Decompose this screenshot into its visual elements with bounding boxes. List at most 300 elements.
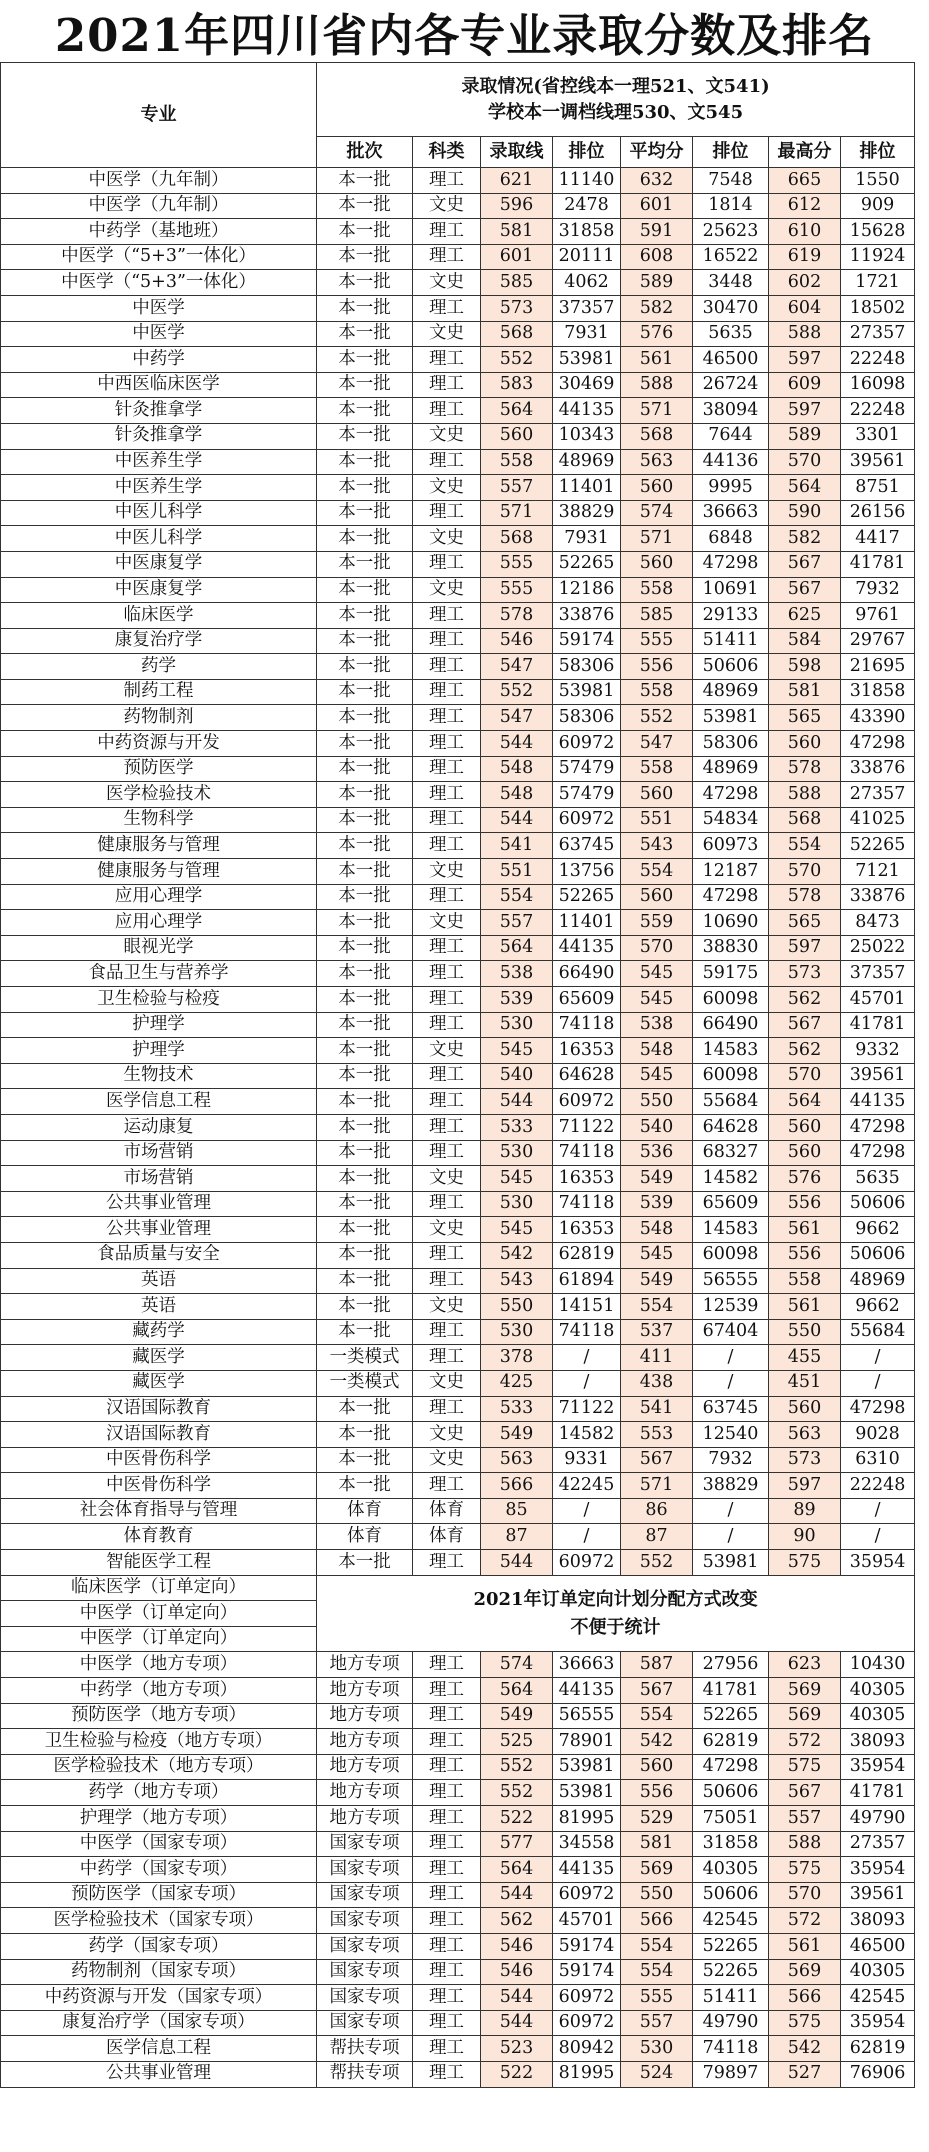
table-row — [1, 807, 915, 833]
table-cell: 帮扶专项 — [317, 2061, 413, 2087]
table-cell: 理工 — [413, 1652, 481, 1678]
table-cell: 533 — [481, 1396, 553, 1422]
table-cell: 理工 — [413, 1754, 481, 1780]
table-cell: 533 — [481, 1114, 553, 1140]
page-title: 2021年四川省内各专业录取分数及排名 — [54, 8, 875, 62]
table-cell: 577 — [481, 1831, 553, 1857]
table-cell: 909 — [841, 193, 915, 219]
table-cell: 文史 — [413, 1370, 481, 1396]
table-cell: 本一批 — [317, 1038, 413, 1064]
table-cell: 21695 — [841, 654, 915, 680]
table-row — [1, 935, 915, 961]
major-name: 医学检验技术 — [1, 782, 317, 808]
major-name: 公共事业管理 — [1, 2061, 317, 2087]
table-cell: 560 — [769, 731, 841, 757]
table-row — [1, 884, 915, 910]
table-cell: 5635 — [693, 321, 769, 347]
table-row — [1, 475, 915, 501]
major-name: 中医儿科学 — [1, 526, 317, 552]
table-cell: 14583 — [693, 1217, 769, 1243]
table-cell: 665 — [769, 168, 841, 194]
table-cell: 549 — [481, 1703, 553, 1729]
column-header: 排位 — [841, 137, 915, 168]
table-cell: 564 — [481, 1678, 553, 1704]
table-cell: 596 — [481, 193, 553, 219]
table-cell: 27357 — [841, 321, 915, 347]
table-cell: 39561 — [841, 1063, 915, 1089]
table-cell: 27357 — [841, 782, 915, 808]
major-name: 中医学（“5+3”一体化） — [1, 244, 317, 270]
table-cell: 地方专项 — [317, 1703, 413, 1729]
table-cell: 1550 — [841, 168, 915, 194]
table-cell: 74118 — [693, 2036, 769, 2062]
table-cell: 本一批 — [317, 884, 413, 910]
table-cell: 理工 — [413, 1678, 481, 1704]
table-cell: 10430 — [841, 1652, 915, 1678]
major-name: 中医学（九年制） — [1, 193, 317, 219]
table-cell: 理工 — [413, 833, 481, 859]
table-cell: 本一批 — [317, 500, 413, 526]
table-cell: 547 — [621, 731, 693, 757]
table-cell: 42545 — [841, 1985, 915, 2011]
major-name: 智能医学工程 — [1, 1550, 317, 1576]
table-cell: 59174 — [553, 1959, 621, 1985]
table-cell: 425 — [481, 1370, 553, 1396]
table-cell: 30469 — [553, 372, 621, 398]
table-cell: 597 — [769, 935, 841, 961]
table-cell: 588 — [621, 372, 693, 398]
table-cell: 9331 — [553, 1447, 621, 1473]
table-cell: 理工 — [413, 244, 481, 270]
table-cell: 591 — [621, 219, 693, 245]
table-cell: 544 — [481, 807, 553, 833]
table-cell: 58306 — [553, 654, 621, 680]
table-cell: 理工 — [413, 1831, 481, 1857]
table-cell: 本一批 — [317, 935, 413, 961]
table-cell: 8473 — [841, 910, 915, 936]
table-cell: 10691 — [693, 577, 769, 603]
table-row — [1, 1114, 915, 1140]
table-cell: 608 — [621, 244, 693, 270]
order-note — [317, 1575, 915, 1652]
table-cell: 理工 — [413, 807, 481, 833]
table-row — [1, 500, 915, 526]
table-cell: 569 — [621, 1857, 693, 1883]
table-cell: 567 — [769, 577, 841, 603]
admission-note — [317, 63, 915, 137]
table-cell: 9662 — [841, 1217, 915, 1243]
table-cell: 理工 — [413, 705, 481, 731]
major-name: 护理学 — [1, 1038, 317, 1064]
table-row — [1, 1780, 915, 1806]
table-cell: 本一批 — [317, 577, 413, 603]
table-cell: 7121 — [841, 859, 915, 885]
table-cell: 60098 — [693, 1063, 769, 1089]
table-row — [1, 1575, 915, 1601]
table-cell: 本一批 — [317, 654, 413, 680]
table-cell: 60098 — [693, 987, 769, 1013]
major-name: 药学（地方专项） — [1, 1780, 317, 1806]
table-cell: 609 — [769, 372, 841, 398]
table-cell: 598 — [769, 654, 841, 680]
table-cell: 560 — [769, 1396, 841, 1422]
table-row — [1, 1217, 915, 1243]
table-cell: 39561 — [841, 1882, 915, 1908]
table-cell: 545 — [621, 1242, 693, 1268]
table-cell: 本一批 — [317, 705, 413, 731]
table-cell: 60972 — [553, 1550, 621, 1576]
major-name: 制药工程 — [1, 679, 317, 705]
table-cell: 543 — [481, 1268, 553, 1294]
admission-note-line1: 录取情况(省控线本一理521、文541) — [461, 75, 770, 97]
table-cell: 47298 — [693, 884, 769, 910]
table-cell: 411 — [621, 1345, 693, 1371]
table-cell: 40305 — [693, 1857, 769, 1883]
table-cell: 理工 — [413, 1012, 481, 1038]
table-cell: 558 — [621, 679, 693, 705]
table-cell: 国家专项 — [317, 1831, 413, 1857]
table-row — [1, 859, 915, 885]
table-cell: 571 — [621, 1473, 693, 1499]
table-cell: 602 — [769, 270, 841, 296]
major-name: 中药学（地方专项） — [1, 1678, 317, 1704]
table-cell: 567 — [621, 1447, 693, 1473]
major-name: 中医学 — [1, 295, 317, 321]
table-cell: 539 — [621, 1191, 693, 1217]
table-row — [1, 1550, 915, 1576]
table-cell: 544 — [481, 1985, 553, 2011]
table-cell: 7644 — [693, 423, 769, 449]
table-cell: 581 — [621, 1831, 693, 1857]
table-cell: 理工 — [413, 2036, 481, 2062]
table-cell: 53981 — [553, 1754, 621, 1780]
table-cell: 575 — [769, 1857, 841, 1883]
table-cell: 36663 — [553, 1652, 621, 1678]
table-row — [1, 1524, 915, 1550]
table-cell: 13756 — [553, 859, 621, 885]
table-cell: 597 — [769, 398, 841, 424]
table-cell: 584 — [769, 628, 841, 654]
table-cell: 理工 — [413, 756, 481, 782]
table-cell: 572 — [769, 1729, 841, 1755]
table-cell: 63745 — [553, 833, 621, 859]
table-cell: 16098 — [841, 372, 915, 398]
table-cell: 578 — [481, 603, 553, 629]
table-cell: 22248 — [841, 1473, 915, 1499]
table-row — [1, 1882, 915, 1908]
table-cell: 555 — [621, 628, 693, 654]
table-cell: 547 — [481, 705, 553, 731]
table-row — [1, 449, 915, 475]
major-name: 针灸推拿学 — [1, 398, 317, 424]
table-cell: 本一批 — [317, 987, 413, 1013]
table-cell: 588 — [769, 1831, 841, 1857]
table-cell: 378 — [481, 1345, 553, 1371]
column-header: 排位 — [693, 137, 769, 168]
table-cell: 10690 — [693, 910, 769, 936]
table-cell: 42245 — [553, 1473, 621, 1499]
table-cell: 理工 — [413, 1396, 481, 1422]
table-cell: 556 — [621, 654, 693, 680]
table-cell: 53981 — [693, 705, 769, 731]
table-cell: 632 — [621, 168, 693, 194]
table-row — [1, 1038, 915, 1064]
table-cell: 14151 — [553, 1294, 621, 1320]
table-cell: 581 — [481, 219, 553, 245]
table-cell: 604 — [769, 295, 841, 321]
table-cell: 530 — [481, 1319, 553, 1345]
table-cell: 60973 — [693, 833, 769, 859]
table-cell: 本一批 — [317, 782, 413, 808]
table-cell: 540 — [481, 1063, 553, 1089]
table-cell: 文史 — [413, 1166, 481, 1192]
table-cell: 545 — [481, 1217, 553, 1243]
major-name: 护理学 — [1, 1012, 317, 1038]
table-cell: 589 — [621, 270, 693, 296]
table-cell: 556 — [769, 1191, 841, 1217]
table-row — [1, 987, 915, 1013]
column-header: 录取线 — [481, 137, 553, 168]
table-cell: 6848 — [693, 526, 769, 552]
table-row — [1, 423, 915, 449]
table-cell: 1721 — [841, 270, 915, 296]
table-cell: 597 — [769, 1473, 841, 1499]
table-cell: 22248 — [841, 347, 915, 373]
major-name: 健康服务与管理 — [1, 833, 317, 859]
table-cell: 52265 — [841, 833, 915, 859]
table-cell: 565 — [769, 705, 841, 731]
table-cell: 583 — [481, 372, 553, 398]
table-cell: 560 — [769, 1114, 841, 1140]
table-cell: 568 — [481, 526, 553, 552]
table-cell: 549 — [481, 1422, 553, 1448]
table-cell: 50606 — [693, 654, 769, 680]
table-cell: 本一批 — [317, 219, 413, 245]
table-cell: 60972 — [553, 1882, 621, 1908]
table-cell: 体育 — [413, 1498, 481, 1524]
table-cell: 52265 — [693, 1933, 769, 1959]
table-cell: 544 — [481, 1882, 553, 1908]
table-cell: 560 — [621, 1754, 693, 1780]
major-name: 中医骨伤科学 — [1, 1447, 317, 1473]
table-cell: / — [553, 1524, 621, 1550]
table-cell: 545 — [621, 961, 693, 987]
table-cell: 560 — [769, 1140, 841, 1166]
table-cell: 59174 — [553, 1933, 621, 1959]
major-name: 食品卫生与营养学 — [1, 961, 317, 987]
table-cell: 90 — [769, 1524, 841, 1550]
table-cell: 582 — [621, 295, 693, 321]
table-cell: 55684 — [693, 1089, 769, 1115]
table-cell: / — [693, 1524, 769, 1550]
table-cell: 7931 — [553, 321, 621, 347]
table-row — [1, 270, 915, 296]
table-cell: 14582 — [693, 1166, 769, 1192]
column-header: 平均分 — [621, 137, 693, 168]
table-cell: 38093 — [841, 1729, 915, 1755]
major-name: 中医学（“5+3”一体化） — [1, 270, 317, 296]
table-cell: 44135 — [553, 935, 621, 961]
major-name: 预防医学（地方专项） — [1, 1703, 317, 1729]
table-cell: 58306 — [553, 705, 621, 731]
table-row — [1, 1319, 915, 1345]
admission-table — [0, 62, 915, 2088]
table-cell: 74118 — [553, 1191, 621, 1217]
table-cell: 10343 — [553, 423, 621, 449]
table-cell: 38093 — [841, 1908, 915, 1934]
table-cell: 7931 — [553, 526, 621, 552]
table-cell: 36663 — [693, 500, 769, 526]
table-cell: 文史 — [413, 577, 481, 603]
table-cell: 589 — [769, 423, 841, 449]
table-cell: 22248 — [841, 398, 915, 424]
table-cell: 538 — [621, 1012, 693, 1038]
table-cell: 一类模式 — [317, 1345, 413, 1371]
table-cell: 52265 — [693, 1703, 769, 1729]
table-cell: 本一批 — [317, 398, 413, 424]
major-name: 中医康复学 — [1, 551, 317, 577]
major-name: 医学检验技术（国家专项） — [1, 1908, 317, 1934]
table-cell: 56555 — [693, 1268, 769, 1294]
table-cell: 45701 — [553, 1908, 621, 1934]
major-name: 藏医学 — [1, 1370, 317, 1396]
table-cell: 理工 — [413, 1268, 481, 1294]
table-cell: 601 — [481, 244, 553, 270]
major-name: 应用心理学 — [1, 884, 317, 910]
table-cell: 62819 — [693, 1729, 769, 1755]
major-name: 卫生检验与检疫 — [1, 987, 317, 1013]
major-name: 临床医学 — [1, 603, 317, 629]
table-cell: 体育 — [317, 1498, 413, 1524]
table-cell: 543 — [621, 833, 693, 859]
table-cell: 文史 — [413, 1294, 481, 1320]
table-cell: 573 — [769, 961, 841, 987]
table-cell: 558 — [769, 1268, 841, 1294]
table-cell: 71122 — [553, 1396, 621, 1422]
table-cell: 546 — [481, 1933, 553, 1959]
table-cell: 49790 — [693, 2010, 769, 2036]
table-cell: 610 — [769, 219, 841, 245]
major-name: 中医学（国家专项） — [1, 1831, 317, 1857]
table-cell: 530 — [621, 2036, 693, 2062]
table-cell: 理工 — [413, 500, 481, 526]
table-cell: 地方专项 — [317, 1678, 413, 1704]
table-cell: 570 — [769, 1063, 841, 1089]
major-name: 中药学（国家专项） — [1, 1857, 317, 1883]
major-name: 市场营销 — [1, 1140, 317, 1166]
table-cell: 74118 — [553, 1140, 621, 1166]
table-cell: 5635 — [841, 1166, 915, 1192]
table-cell: 理工 — [413, 1985, 481, 2011]
table-cell: 理工 — [413, 1908, 481, 1934]
table-cell: 560 — [621, 551, 693, 577]
table-cell: 549 — [621, 1268, 693, 1294]
table-row — [1, 219, 915, 245]
table-cell: 58306 — [693, 731, 769, 757]
major-name: 食品质量与安全 — [1, 1242, 317, 1268]
table-cell: 552 — [481, 347, 553, 373]
major-name: 药学（国家专项） — [1, 1933, 317, 1959]
table-cell: 2478 — [553, 193, 621, 219]
table-cell: 本一批 — [317, 270, 413, 296]
table-row — [1, 705, 915, 731]
table-cell: 575 — [769, 2010, 841, 2036]
major-name: 中医养生学 — [1, 475, 317, 501]
major-name: 中医学（订单定向） — [1, 1626, 317, 1652]
table-cell: / — [553, 1345, 621, 1371]
table-row — [1, 961, 915, 987]
table-cell: 本一批 — [317, 1063, 413, 1089]
major-name: 中医儿科学 — [1, 500, 317, 526]
table-cell: 60972 — [553, 2010, 621, 2036]
table-cell: 31858 — [841, 679, 915, 705]
table-row — [1, 168, 915, 194]
table-cell: / — [553, 1370, 621, 1396]
table-cell: 570 — [621, 935, 693, 961]
table-cell: 7932 — [693, 1447, 769, 1473]
table-cell: 558 — [481, 449, 553, 475]
table-row — [1, 756, 915, 782]
table-cell: 本一批 — [317, 372, 413, 398]
table-cell: 548 — [481, 756, 553, 782]
table-cell: 本一批 — [317, 1422, 413, 1448]
table-cell: 41781 — [841, 551, 915, 577]
table-cell: 文史 — [413, 1038, 481, 1064]
table-cell: 601 — [621, 193, 693, 219]
table-cell: 561 — [621, 347, 693, 373]
table-cell: 理工 — [413, 347, 481, 373]
table-cell: 本一批 — [317, 1550, 413, 1576]
table-cell: 560 — [621, 475, 693, 501]
table-cell: 52265 — [693, 1959, 769, 1985]
table-cell: / — [693, 1498, 769, 1524]
table-cell: 理工 — [413, 2061, 481, 2087]
table-cell: 理工 — [413, 679, 481, 705]
table-cell: 546 — [481, 1959, 553, 1985]
table-cell: 帮扶专项 — [317, 2036, 413, 2062]
table-cell: 本一批 — [317, 807, 413, 833]
table-cell: 565 — [769, 910, 841, 936]
table-cell: 文史 — [413, 910, 481, 936]
table-cell: 47298 — [693, 551, 769, 577]
table-cell: 本一批 — [317, 449, 413, 475]
table-cell: 571 — [481, 500, 553, 526]
table-cell: 本一批 — [317, 168, 413, 194]
table-cell: 文史 — [413, 270, 481, 296]
table-row — [1, 551, 915, 577]
table-cell: 理工 — [413, 168, 481, 194]
table-cell: 536 — [621, 1140, 693, 1166]
table-cell: 文史 — [413, 193, 481, 219]
table-cell: 本一批 — [317, 193, 413, 219]
table-cell: 557 — [769, 1806, 841, 1832]
table-cell: 541 — [481, 833, 553, 859]
table-cell: 41025 — [841, 807, 915, 833]
major-name: 生物技术 — [1, 1063, 317, 1089]
table-cell: 本一批 — [317, 628, 413, 654]
table-cell: 561 — [769, 1217, 841, 1243]
table-row — [1, 1063, 915, 1089]
table-cell: 567 — [769, 1012, 841, 1038]
table-cell: 理工 — [413, 1114, 481, 1140]
table-cell: 558 — [621, 577, 693, 603]
major-name: 卫生检验与检疫（地方专项） — [1, 1729, 317, 1755]
table-cell: 545 — [621, 987, 693, 1013]
table-cell: 本一批 — [317, 1396, 413, 1422]
table-cell: 35954 — [841, 1857, 915, 1883]
table-cell: 540 — [621, 1114, 693, 1140]
table-row — [1, 1294, 915, 1320]
